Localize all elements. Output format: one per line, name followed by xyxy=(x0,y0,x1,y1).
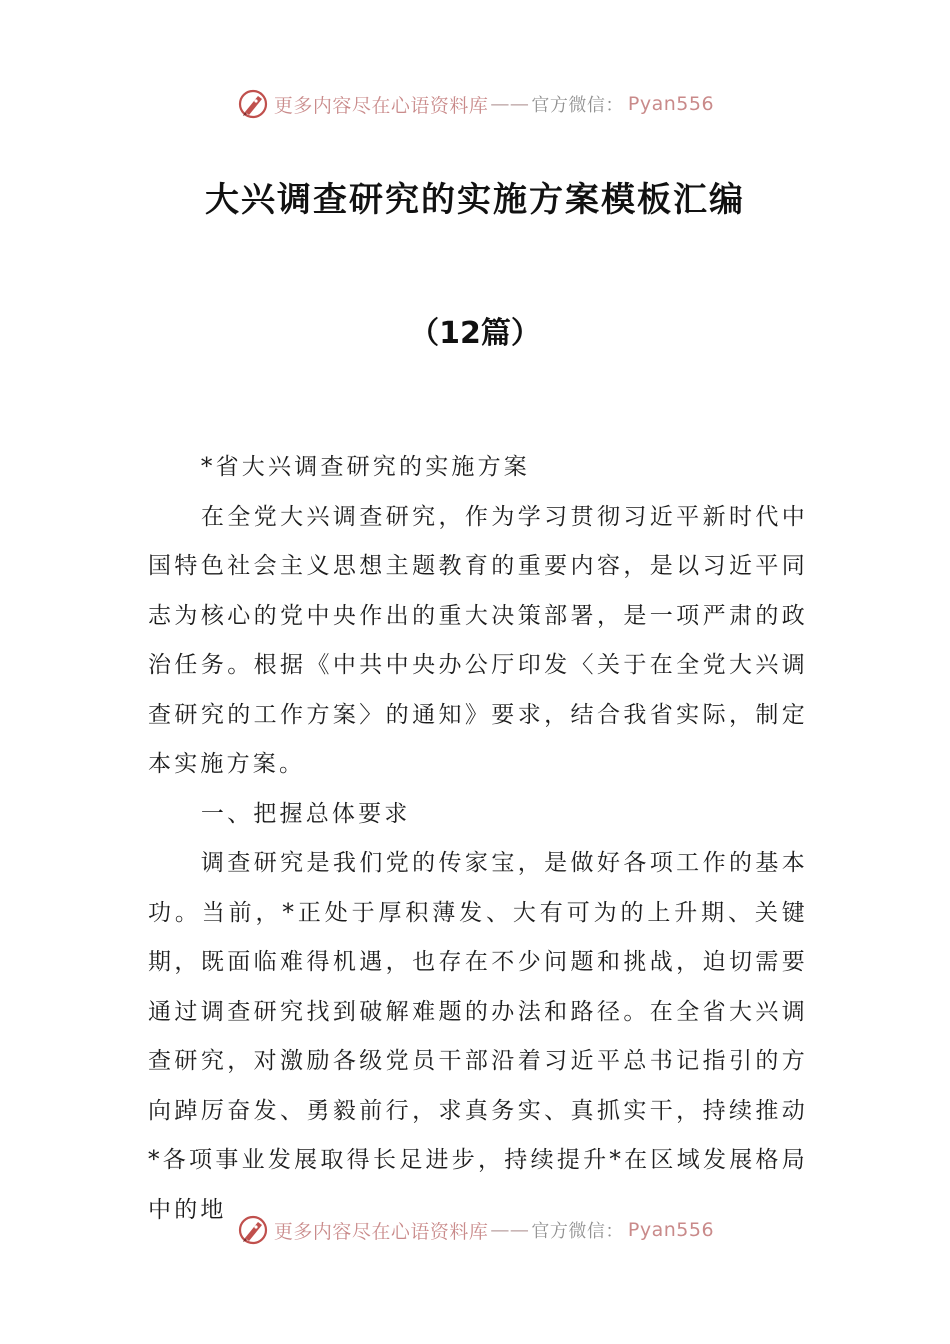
body-paragraph: 调查研究是我们党的传家宝，是做好各项工作的基本功。当前，*正处于厚积薄发、大有可为的上升期、关键期，既面临难得机遇，也存在不少问题和挑战，迫切需要通过调查研究找到破解难题的办法和路径。在全省大兴调查研究，对激励各级党员干部沿着习近平总书记指引的方向踔厉奋发、勇毅前行，求真务实、真抓实干，持续推动*各项事业发展取得长足进步，持续提升*在区域发展格局中的地 xyxy=(148,850,808,1223)
document-title: 大兴调查研究的实施方案模板汇编 xyxy=(205,180,745,220)
pen-nib-circle-icon xyxy=(236,87,270,121)
section-heading: *省大兴调查研究的实施方案 xyxy=(200,454,530,480)
footer-watermark xyxy=(0,1210,950,1250)
watermark-separator: —— xyxy=(490,1219,530,1241)
document-body xyxy=(148,443,808,1235)
watermark-separator: —— xyxy=(490,93,530,115)
pen-nib-circle-icon xyxy=(236,1213,270,1247)
header-watermark xyxy=(0,84,950,124)
watermark-label: 官方微信： xyxy=(531,1221,624,1242)
watermark-id: Pyan556 xyxy=(627,93,715,115)
body-paragraph: 在全党大兴调查研究，作为学习贯彻习近平新时代中国特色社会主义思想主题教育的重要内容，是以习近平同志为核心的党中央作出的重大决策部署，是一项严肃的政治任务。根据《中共中央办公厅印发〈关于在全党大兴调查研究的工作方案〉的通知》要求，结合我省实际，制定本实施方案。 xyxy=(148,503,808,777)
watermark-text: 更多内容尽在心语资料库 xyxy=(273,94,489,117)
watermark-label: 官方微信： xyxy=(531,95,624,116)
watermark-text: 更多内容尽在心语资料库 xyxy=(273,1220,489,1243)
watermark-id: Pyan556 xyxy=(627,1219,715,1241)
document-subtitle: （12篇） xyxy=(409,316,541,351)
section-heading: 一、把握总体要求 xyxy=(200,800,411,827)
